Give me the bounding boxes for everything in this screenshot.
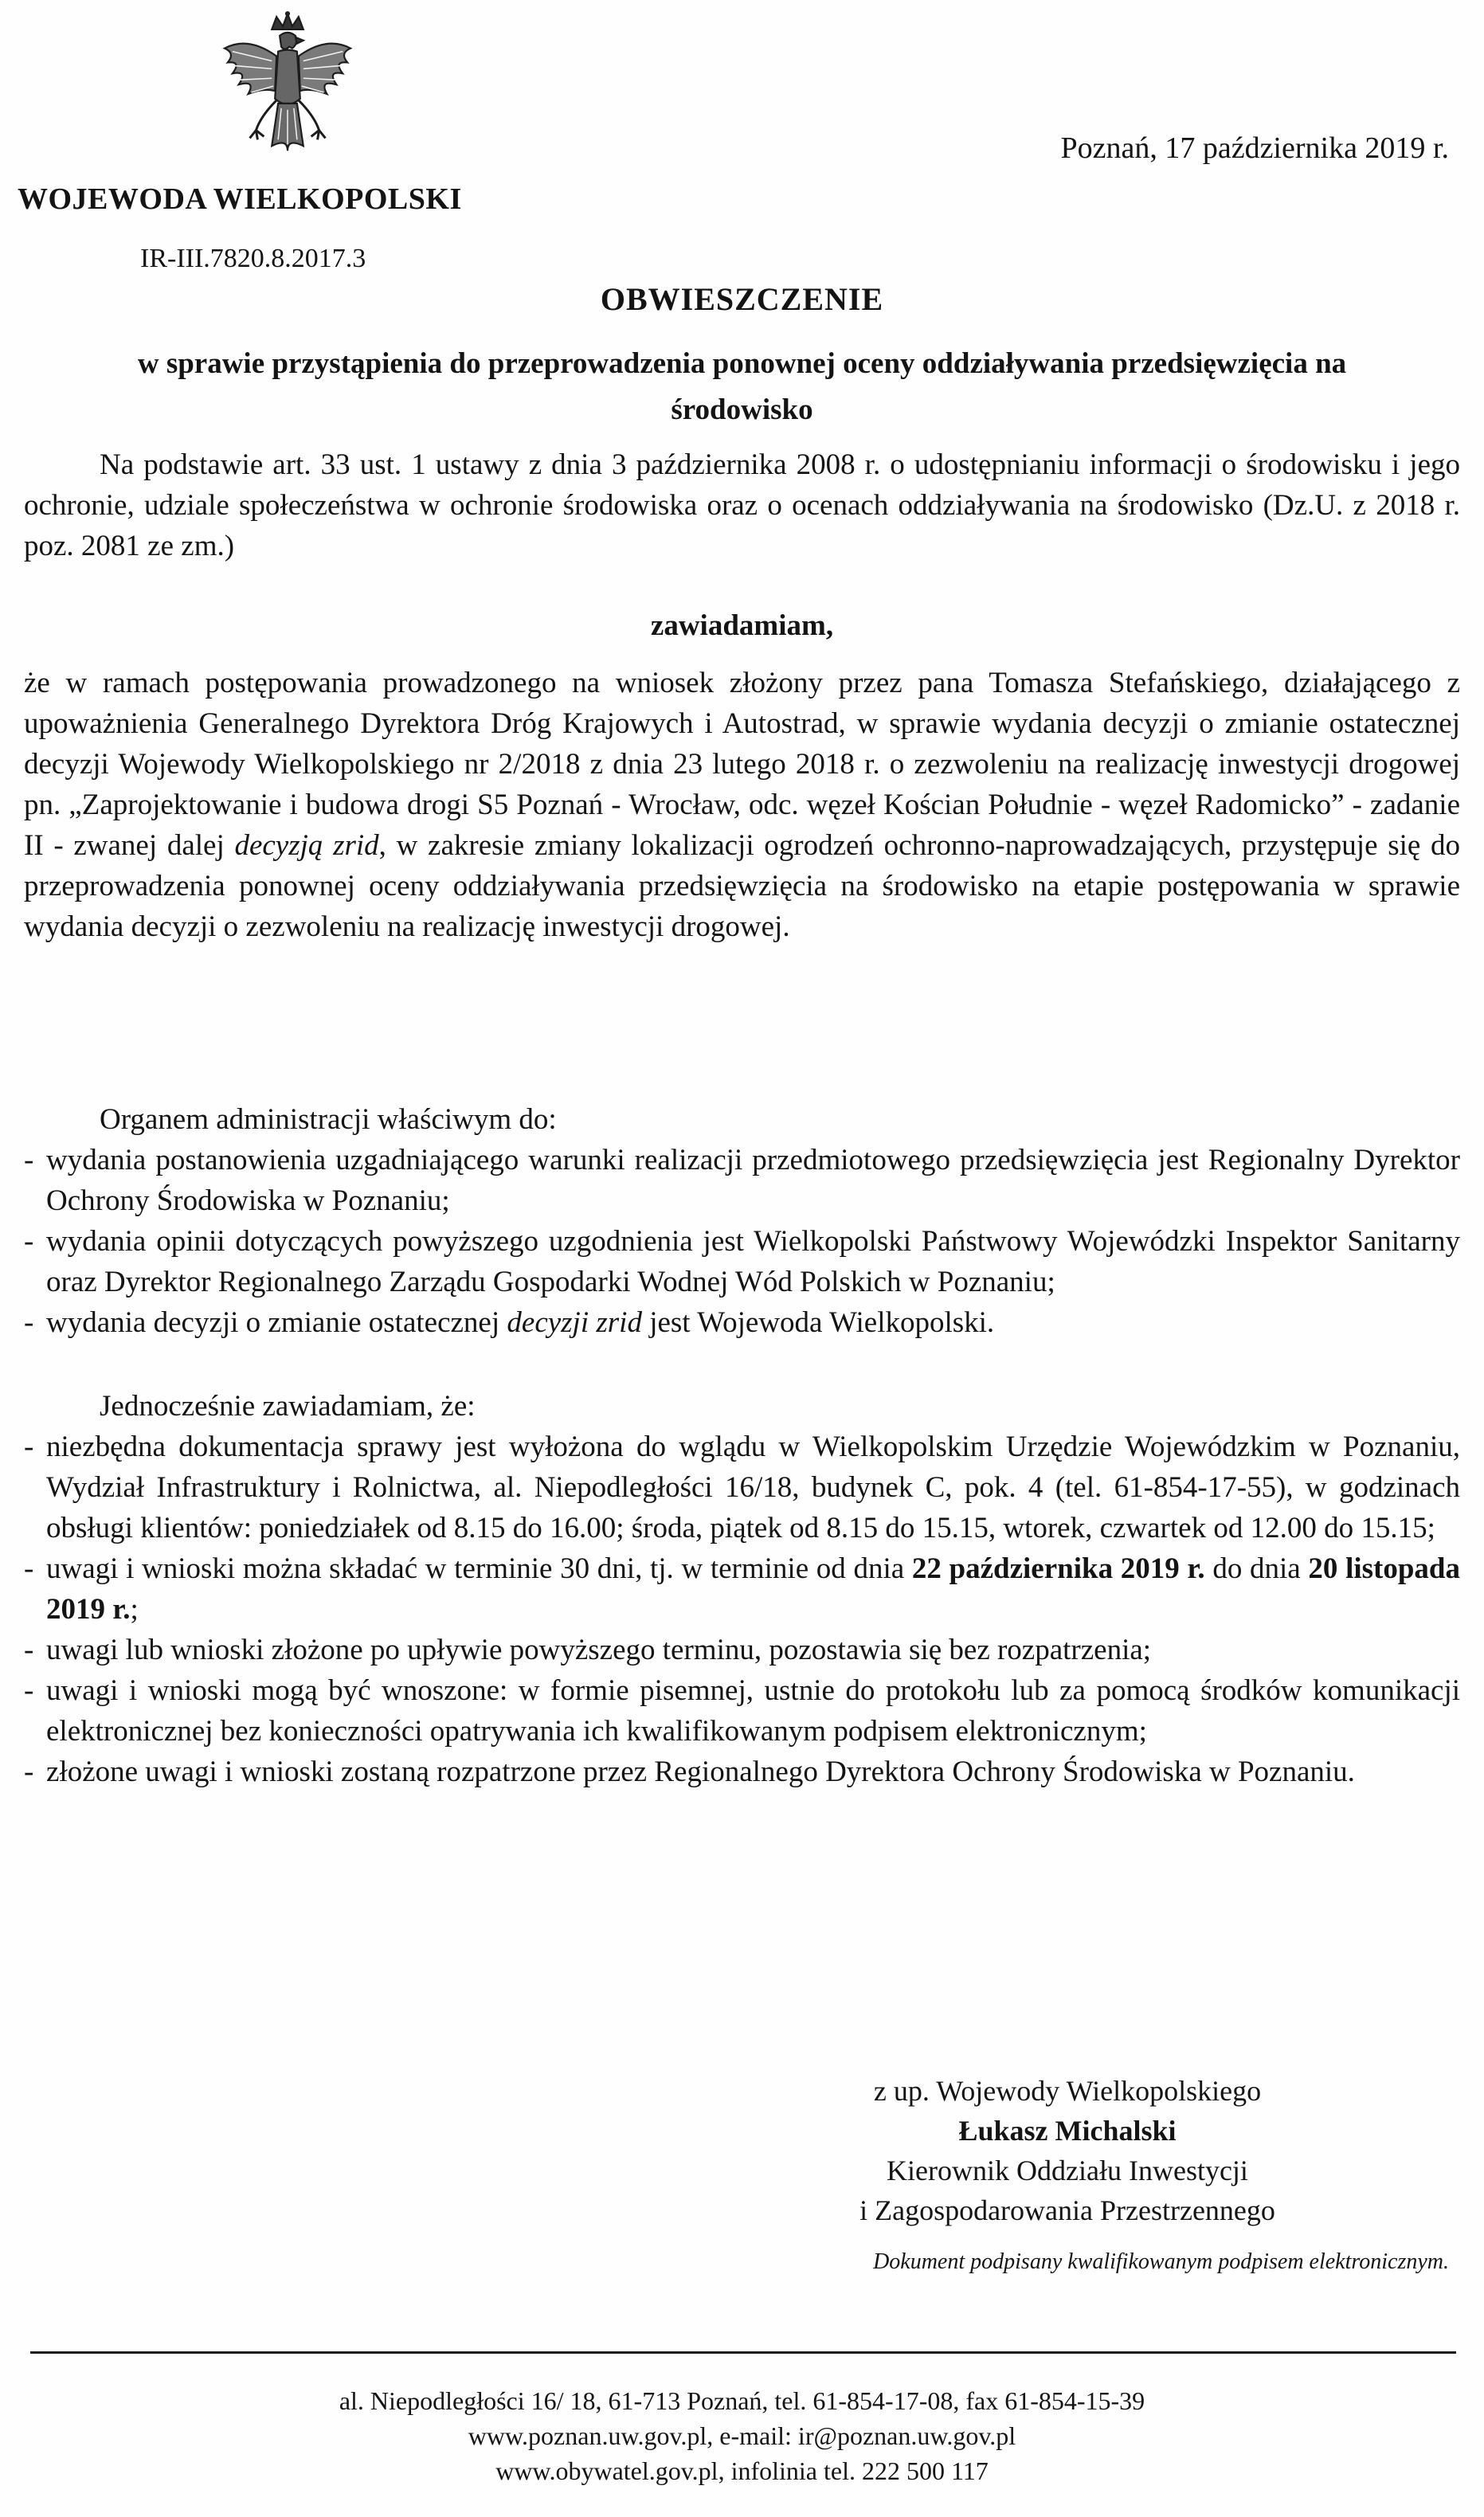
issuing-authority: WOJEWODA WIELKOPOLSKI — [18, 182, 462, 216]
footer-helpline: www.obywatel.gov.pl, infolinia tel. 222 500 117 — [495, 2456, 989, 2485]
list-item: - uwagi i wnioski mogą być wnoszone: w formie pisemnej, ustnie do protokołu lub za pomocą środków komunikacji elektronicznej bez konieczności opatrywania ich kwalifikowanym podpisem elektronicznym; — [24, 1670, 1460, 1752]
notice-italic-term: decyzją zrid — [234, 829, 379, 862]
competent-authorities-section — [24, 1099, 1460, 1343]
main-notice-paragraph — [24, 663, 1460, 947]
list-item: - uwagi lub wnioski złożone po upływie powyższego terminu, pozostawia się bez rozpatrzenia; — [24, 1630, 1460, 1670]
deadline-end-date: 20 listopada 2019 r. — [46, 1552, 1461, 1626]
main-notice-text — [24, 663, 1460, 947]
competent-authorities-heading: Organem administracji właściwym do: — [100, 1103, 557, 1136]
document-title: OBWIESZCZENIE — [600, 281, 884, 317]
list-item-text: uwagi i wnioski można składać w terminie 30 dni, tj. w terminie od dnia — [46, 1552, 905, 1585]
list-item: - złożone uwagi i wnioski zostaną rozpatrzone przez Regionalnego Dyrektora Ochrony Środowiska w Poznaniu. — [24, 1752, 1460, 1792]
list-item — [24, 1548, 1460, 1630]
signature-block — [797, 2071, 1338, 2230]
list-item — [24, 1302, 1460, 1343]
list-item-text: do dnia — [1212, 1552, 1301, 1585]
case-number: IR-III.7820.8.2017.3 — [140, 244, 366, 273]
additional-notices-heading: Jednocześnie zawiadamiam, że: — [100, 1390, 476, 1423]
list-item-italic: decyzji zrid — [507, 1306, 642, 1339]
list-item: - wydania opinii dotyczących powyższego uzgodnienia jest Wielkopolski Państwowy Wojewódzki Inspektor Sanitarny oraz Dyrektor Regionalnego Zarządu Gospodarki Wodnej Wód Polskich w Poznaniu; — [24, 1221, 1460, 1302]
additional-notices-section — [24, 1386, 1460, 1792]
footer — [0, 2383, 1484, 2488]
notify-heading: zawiadamiam, — [650, 609, 834, 642]
footer-web-email: www.poznan.uw.gov.pl, e-mail: ir@poznan.uw.gov.pl — [468, 2421, 1016, 2450]
list-item-text: ; — [130, 1593, 139, 1626]
legal-basis-paragraph — [24, 444, 1460, 566]
list-item-text: wydania decyzji o zmianie ostatecznej — [46, 1306, 500, 1339]
footer-address: al. Niepodległości 16/ 18, 61-713 Poznań, tel. 61-854-17-08, fax 61-854-15-39 — [339, 2386, 1145, 2415]
document-subject: w sprawie przystąpienia do przeprowadzenia ponownej oceny oddziaływania przedsięwzięcia na środowisko — [137, 347, 1347, 426]
signatory-position: Kierownik Oddziału Inwestycji — [887, 2155, 1248, 2186]
additional-notices-list — [24, 1427, 1460, 1792]
competent-authorities-list — [24, 1140, 1460, 1343]
place-and-date: Poznań, 17 października 2019 r. — [1060, 131, 1449, 165]
footer-divider — [30, 2351, 1456, 2354]
signatory-position: i Zagospodarowania Przestrzennego — [859, 2194, 1275, 2226]
legal-basis-text: Na podstawie art. 33 ust. 1 ustawy z dnia 3 października 2008 r. o udostępnianiu informacji o środowisku i jego ochronie, udziale społeczeństwa w ochronie środowiska oraz o ocenach oddziaływania na środowisko (Dz.U. z 2018 r. poz. 2081 ze zm.) — [24, 448, 1460, 562]
list-item-text: jest Wojewoda Wielkopolski. — [649, 1306, 995, 1339]
polish-eagle-emblem-icon — [217, 11, 358, 178]
signatory-name: Łukasz Michalski — [958, 2115, 1177, 2147]
signature-authorization: z up. Wojewody Wielkopolskiego — [873, 2075, 1262, 2107]
notice-text-part-1: że w ramach postępowania prowadzonego na wniosek złożony przez pana Tomasza Stefańskiego, działającego z upoważnienia Generalnego Dyrektora Dróg Krajowych i Autostrad, w sprawie wydania decyzji o zmianie ostatecznej decyzji Wojewody Wielkopolskiego nr 2/2018 z dnia 23 lutego 2018 r. o zezwoleniu na realizację inwestycji drogowej pn. „Zaprojektowanie i budowa drogi S5 Poznań - Wrocław, odc. węzeł Kościan Południe - węzeł Radomicko” - zadanie II - zwanej dalej — [24, 667, 1460, 862]
list-item: - wydania postanowienia uzgadniającego warunki realizacji przedmiotowego przedsięwzięcia jest Regionalny Dyrektor Ochrony Środowiska w Poznaniu; — [24, 1140, 1460, 1221]
deadline-start-date: 22 października 2019 r. — [911, 1552, 1205, 1585]
list-item: - niezbędna dokumentacja sprawy jest wyłożona do wglądu w Wielkopolskim Urzędzie Wojewódzkim w Poznaniu, Wydział Infrastruktury i Rolnictwa, al. Niepodległości 16/18, budynek C, pok. 4 (tel. 61-854-17-55), w godzinach obsługi klientów: poniedziałek od 8.15 do 16.00; środa, piątek od 8.15 do 15.15, wtorek, czwartek od 12.00 do 15.15; — [24, 1427, 1460, 1548]
electronic-signature-note: Dokument podpisany kwalifikowanym podpisem elektronicznym. — [873, 2249, 1449, 2274]
notice-text-part-2: , w zakresie zmiany lokalizacji ogrodzeń ochronno-naprowadzających, przystępuje się do przeprowadzenia ponownej oceny oddziaływania przedsięwzięcia na środowisko na etapie postępowania w sprawie wydania decyzji o zezwoleniu na realizację inwestycji drogowej. — [24, 829, 1461, 943]
